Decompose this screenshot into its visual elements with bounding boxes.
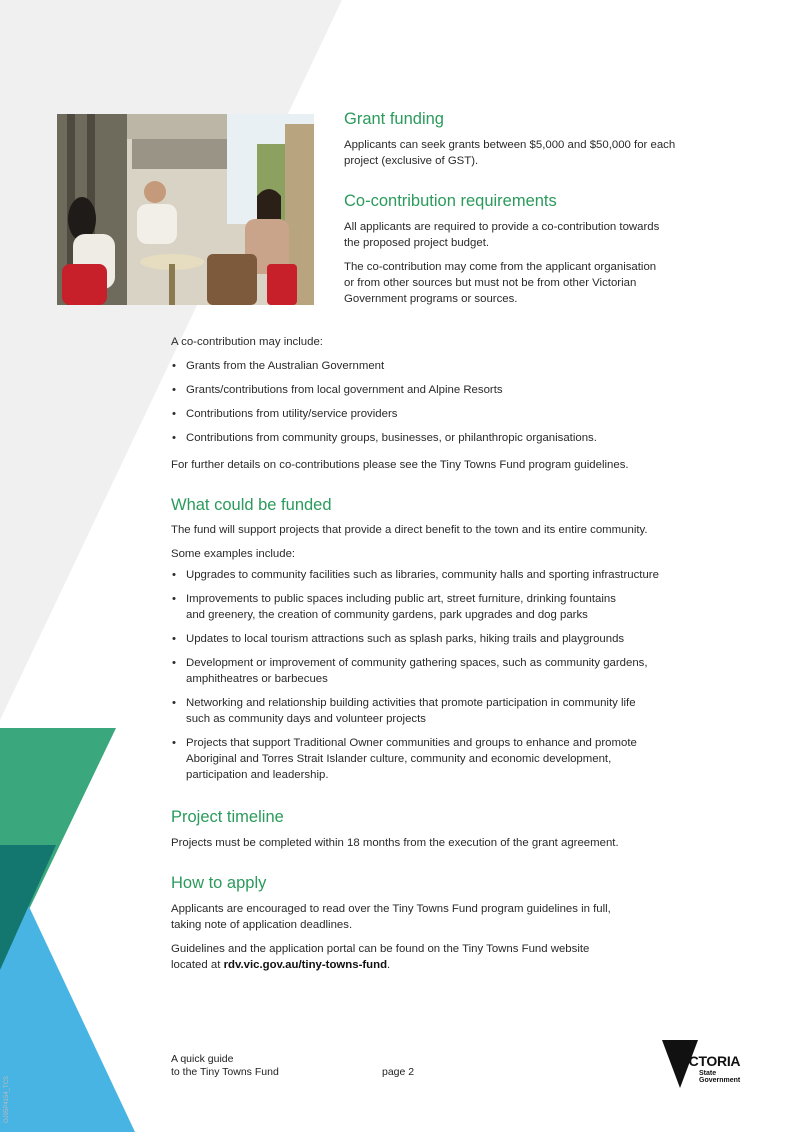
project-timeline-text: Projects must be completed within 18 months from the execution of the grant agreement. bbox=[171, 837, 619, 849]
cocontrib-p1-line-2: the proposed project budget. bbox=[344, 237, 490, 249]
list-item bbox=[171, 695, 771, 727]
victoria-sub-state: State bbox=[699, 1070, 717, 1077]
grant-funding-heading: Grant funding bbox=[344, 110, 444, 128]
list-item bbox=[171, 655, 771, 687]
list-item-line: Updates to local tourism attractions such as splash parks, hiking trails and playgrounds bbox=[186, 633, 625, 645]
victoria-logo bbox=[662, 1040, 752, 1090]
list-item-line: Upgrades to community facilities such as libraries, community halls and sporting infrastructure bbox=[186, 569, 659, 581]
how-to-apply-paragraph-2 bbox=[171, 941, 589, 973]
list-item-line: Aboriginal and Torres Strait Islander culture, community and economic development, bbox=[186, 753, 612, 765]
cocontrib-p2-line-1: The co-contribution may come from the applicant organisation bbox=[344, 261, 657, 273]
cocontribution-heading: Co-contribution requirements bbox=[344, 192, 557, 210]
website-link[interactable]: rdv.vic.gov.au/tiny-towns-fund bbox=[223, 959, 388, 971]
cocontribution-list bbox=[171, 358, 771, 454]
list-item: • Grants from the Australian Government bbox=[171, 358, 771, 374]
list-item: • Grants/contributions from local government and Alpine Resorts bbox=[171, 382, 771, 398]
list-item-line: amphitheatres or barbecues bbox=[186, 673, 328, 685]
footer-guide-title bbox=[171, 1053, 279, 1079]
list-item-line: and greenery, the creation of community gardens, park upgrades and dog parks bbox=[186, 609, 588, 621]
apply-p1-line-2: taking note of application deadlines. bbox=[171, 919, 353, 931]
victoria-wordmark: VICTORIA bbox=[676, 1053, 741, 1069]
footer-guide-line-1: A quick guide bbox=[171, 1053, 234, 1065]
list-item-line: Improvements to public spaces including public art, street furniture, drinking fountains bbox=[186, 593, 616, 605]
list-item: • Contributions from utility/service providers bbox=[171, 406, 771, 422]
list-item bbox=[171, 567, 771, 583]
cocontribution-paragraph-2 bbox=[344, 259, 656, 307]
cocontrib-p1-line-1: All applicants are required to provide a co-contribution towards bbox=[344, 221, 660, 233]
list-item-line: Projects that support Traditional Owner communities and groups to enhance and promote bbox=[186, 737, 637, 749]
grant-line-2: project (exclusive of GST). bbox=[344, 155, 479, 167]
list-item bbox=[171, 591, 771, 623]
list-item bbox=[171, 631, 771, 647]
how-to-apply-heading: How to apply bbox=[171, 874, 267, 892]
list-item: • Contributions from community groups, businesses, or philanthropic organisations. bbox=[171, 430, 771, 446]
further-details-text: For further details on co-contributions please see the Tiny Towns Fund program guidelines. bbox=[171, 459, 629, 471]
may-include-intro: A co-contribution may include: bbox=[171, 336, 323, 348]
cafe-photo bbox=[57, 114, 314, 305]
how-to-apply-paragraph-1 bbox=[171, 901, 611, 933]
funded-examples-list bbox=[171, 567, 771, 791]
cocontrib-p2-line-2: or from other sources but must not be from other Victorian bbox=[344, 277, 637, 289]
victoria-sub-government: Government bbox=[699, 1077, 741, 1084]
list-item bbox=[171, 735, 771, 783]
funded-intro-text: The fund will support projects that provide a direct benefit to the town and its entire community. bbox=[171, 524, 648, 536]
cocontrib-p2-line-3: Government programs or sources. bbox=[344, 293, 518, 305]
funded-examples-intro: Some examples include: bbox=[171, 548, 296, 560]
grant-funding-text bbox=[344, 137, 675, 169]
list-item-line: such as community days and volunteer projects bbox=[186, 713, 426, 725]
apply-p2-suffix: . bbox=[387, 959, 391, 971]
list-item-line: Networking and relationship building activities that promote participation in community life bbox=[186, 697, 636, 709]
apply-p1-line-1: Applicants are encouraged to read over the Tiny Towns Fund program guidelines in full, bbox=[171, 903, 611, 915]
what-could-be-funded-heading: What could be funded bbox=[171, 496, 332, 514]
list-item-line: participation and leadership. bbox=[186, 769, 329, 781]
document-code: OJ95P4154_TCS bbox=[4, 1075, 10, 1123]
project-timeline-heading: Project timeline bbox=[171, 808, 284, 826]
apply-p2-line-1: Guidelines and the application portal can be found on the Tiny Towns Fund website bbox=[171, 943, 590, 955]
apply-p2-line-2-prefix: located at bbox=[171, 959, 224, 971]
page-number: page 2 bbox=[382, 1066, 415, 1078]
grant-line-1: Applicants can seek grants between $5,000 and $50,000 for each bbox=[344, 139, 676, 151]
cocontribution-paragraph-1 bbox=[344, 219, 659, 251]
list-item-line: Development or improvement of community gathering spaces, such as community gardens, bbox=[186, 657, 648, 669]
footer-guide-line-2: to the Tiny Towns Fund bbox=[171, 1066, 279, 1078]
